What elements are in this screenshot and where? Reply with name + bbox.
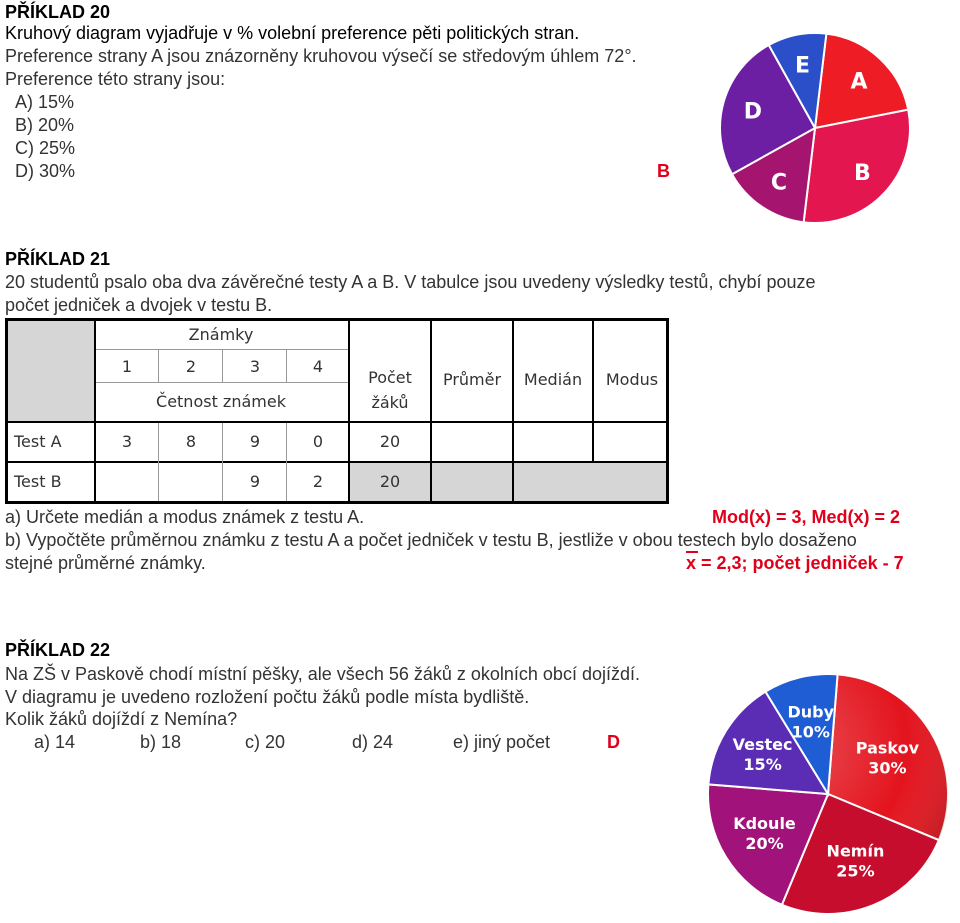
ex22-answer: D <box>607 732 620 752</box>
row-label-test-b: Test B <box>14 472 62 491</box>
test-b-grade-1 <box>96 463 158 501</box>
test-a-grade-1: 3 <box>121 432 133 451</box>
ex22-line3: Kolik žáků dojíždí z Nemína? <box>5 709 238 729</box>
ex22-option-b: b) 18 <box>140 732 182 752</box>
table-gridline <box>222 349 223 383</box>
pie-label-c: C <box>770 170 788 196</box>
table-gridline <box>158 423 159 501</box>
row-label-test-a: Test A <box>14 432 62 451</box>
test-b-grade-2 <box>160 463 222 501</box>
table-divider <box>430 321 432 501</box>
table-divider <box>512 321 514 501</box>
ex21-question-b-line1: b) Vypočtěte průměrnou známku z testu A a počet jedniček v testu B, jestliže v obou testech bylo dosaženo <box>5 530 857 550</box>
test-b-modus-cell <box>514 463 666 501</box>
header-cetnost: Četnost známek <box>156 392 286 411</box>
ex20-line3: Preference této strany jsou: <box>5 69 226 89</box>
pie-value-label: 10% <box>791 722 830 742</box>
test-a-grade-4: 0 <box>312 432 324 451</box>
header-znamky: Známky <box>188 325 254 344</box>
pie-value-label: 20% <box>745 833 784 853</box>
ex20-option-a: A) 15% <box>15 92 75 112</box>
pie-value-label: 25% <box>836 861 875 881</box>
party-pie-chart <box>715 30 915 225</box>
ex21-line2: počet jedniček a dvojek v testu B. <box>5 295 273 315</box>
table-gridline <box>286 423 287 501</box>
ex21-question-a: a) Určete medián a modus známek z testu A. <box>5 507 365 527</box>
table-divider <box>348 321 350 501</box>
header-pocet-line2: žáků <box>371 393 409 412</box>
pie-label-d: D <box>743 99 762 125</box>
ex21-title: PŘÍKLAD 21 <box>5 249 111 269</box>
table-corner-cell <box>8 321 94 421</box>
ex22-option-d: d) 24 <box>352 732 394 752</box>
test-b-pocet: 20 <box>379 472 401 491</box>
pie-category-label: Vestec <box>732 734 793 754</box>
ex21-question-b-line2: stejné průměrné známky. <box>5 553 206 573</box>
mean-bar <box>686 551 698 553</box>
table-divider <box>592 321 594 463</box>
test-b-grade-3: 9 <box>249 472 261 491</box>
pie-value-label: 30% <box>868 758 907 778</box>
pie-category-label: Kdoule <box>733 813 796 833</box>
test-a-pocet: 20 <box>379 432 401 451</box>
grade-3: 3 <box>249 357 261 376</box>
table-gridline <box>286 349 287 383</box>
ex22-option-a: a) 14 <box>34 732 76 752</box>
header-prumer: Průměr <box>442 370 502 389</box>
ex22-option-e: e) jiný počet <box>453 732 551 752</box>
pie-label-a: A <box>850 69 868 95</box>
table-divider <box>8 461 666 463</box>
ex20-option-c: C) 25% <box>15 138 76 158</box>
pie-label-b: B <box>853 160 871 186</box>
grades-table <box>5 318 669 504</box>
ex20-option-b: B) 20% <box>15 115 75 135</box>
table-divider <box>94 321 96 501</box>
test-b-median-cell <box>432 463 512 501</box>
pie-category-label: Duby <box>787 702 835 722</box>
header-pocet-line1: Počet <box>368 368 412 387</box>
test-b-grade-4: 2 <box>312 472 324 491</box>
ex22-line2: V diagramu je uvedeno rozložení počtu žáků podle místa bydliště. <box>5 687 530 707</box>
ex20-line2: Preference strany A jsou znázorněny kruhovou výsečí se středovým úhlem 72°. <box>5 46 637 66</box>
pie-category-label: Paskov <box>855 738 920 758</box>
grade-2: 2 <box>185 357 197 376</box>
ex21-answer-b <box>686 553 904 574</box>
table-divider <box>8 421 666 423</box>
student-residence-pie-chart <box>696 666 960 920</box>
header-modus: Modus <box>605 370 659 389</box>
ex20-option-d: D) 30% <box>15 161 76 181</box>
pie-value-label: 15% <box>743 754 782 774</box>
table-gridline <box>158 349 159 383</box>
header-median: Medián <box>523 370 583 389</box>
ex21-answer-a: Mod(x) = 3, Med(x) = 2 <box>712 507 901 527</box>
pie-label-e: E <box>795 53 811 79</box>
test-a-grade-2: 8 <box>185 432 197 451</box>
ex21-line1: 20 studentů psalo oba dva závěrečné testy A a B. V tabulce jsou uvedeny výsledky testů, chybí pouze <box>5 272 816 292</box>
ex20-line1: Kruhový diagram vyjadřuje v % volební preference pěti politických stran. <box>5 23 580 43</box>
grade-1: 1 <box>121 357 133 376</box>
grade-4: 4 <box>312 357 324 376</box>
ex22-line1: Na ZŠ v Paskově chodí místní pěšky, ale všech 56 žáků z okolních obcí dojíždí. <box>5 664 640 684</box>
ex20-title: PŘÍKLAD 20 <box>5 2 111 22</box>
ex22-option-c: c) 20 <box>245 732 286 752</box>
ex21-answer-b-text: x = 2,3; počet jedniček - 7 <box>686 553 904 573</box>
test-a-grade-3: 9 <box>249 432 261 451</box>
pie-category-label: Nemín <box>826 841 885 861</box>
ex20-answer: B <box>657 161 670 181</box>
ex22-title: PŘÍKLAD 22 <box>5 640 111 660</box>
table-gridline <box>222 423 223 501</box>
